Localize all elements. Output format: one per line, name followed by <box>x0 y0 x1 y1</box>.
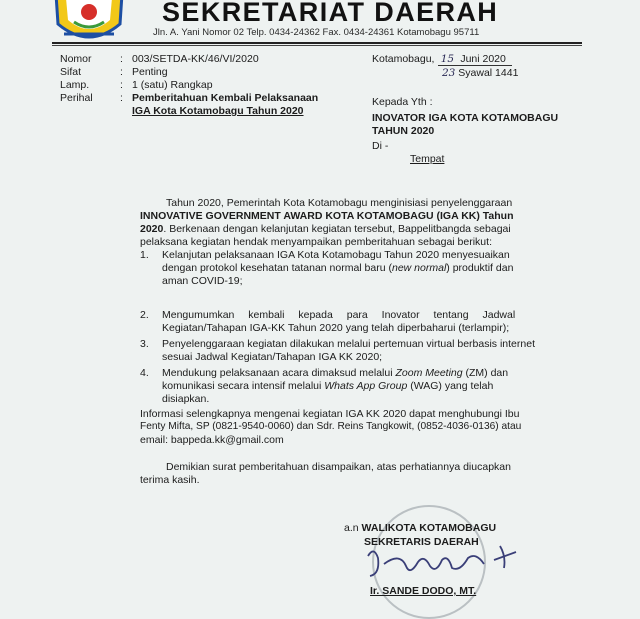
hijri-day: 23 <box>442 67 456 79</box>
recipient-di: Di - <box>372 140 389 152</box>
hijri-date-line <box>442 67 518 79</box>
intro-line3 <box>140 223 578 235</box>
closing-line2: terima kasih. <box>140 474 200 486</box>
list-item-italic: Zoom Meeting <box>395 367 463 379</box>
list-item-text-part: Mendukung pelaksanaan acara dimaksud melalui <box>162 367 396 379</box>
recipient-name-line1: INOVATOR IGA KOTA KOTAMOBAGU <box>372 112 559 124</box>
signature-title-line1 <box>344 522 496 534</box>
list-item-italic: Whats App Group <box>324 380 408 392</box>
list-item-text <box>162 262 578 274</box>
intro-line1: Tahun 2020, Pemerintah Kota Kotamobagu menginisiasi penyelenggaraan <box>166 197 513 209</box>
list-item-number: 4. <box>140 367 149 379</box>
meta-lamp-value: 1 (satu) Rangkap <box>132 79 213 91</box>
list-item-text-part: ) produktif dan <box>446 262 514 274</box>
list-item-text: aman COVID-19; <box>162 275 243 287</box>
info-line1: Informasi selengkapnya mengenai kegiatan IGA KK 2020 dapat menghubungi Ibu <box>140 408 520 420</box>
list-item-text <box>162 380 578 392</box>
date-day: 15 <box>440 53 455 65</box>
intro-year: 2020 <box>140 223 164 235</box>
city-emblem-logo <box>52 0 126 46</box>
info-line3-email: email: bappeda.kk@gmail.com <box>140 434 284 446</box>
intro-line2: INNOVATIVE GOVERNMENT AWARD KOTA KOTAMOBAGU (IGA KK) Tahun <box>140 210 514 222</box>
meta-sifat-value: Penting <box>132 66 168 78</box>
date-month-year: Juni 2020 <box>460 53 506 65</box>
list-item-text-part: (ZM) dan <box>462 367 509 379</box>
meta-lamp-label: Lamp. <box>60 79 90 91</box>
signature-office: WALIKOTA KOTAMOBAGU <box>361 522 497 534</box>
recipient-name-line2: TAHUN 2020 <box>372 125 435 137</box>
letterhead-address: Jln. A. Yani Nomor 02 Telp. 0434-24362 Fax. 0434-24361 Kotamobagu 95711 <box>153 27 480 38</box>
meta-colon: : <box>120 79 123 91</box>
meta-colon: : <box>120 66 123 78</box>
list-item-text: Kegiatan/Tahapan IGA-KK Tahun 2020 yang telah diperbaharui (terlampir); <box>162 322 510 334</box>
letterhead-rule-thin <box>52 45 582 46</box>
hijri-month-year: Syawal 1441 <box>458 67 519 79</box>
list-item-text-part: komunikasi secara intensif melalui <box>162 380 325 392</box>
meta-perihal-line2: IGA Kota Kotamobagu Tahun 2020 <box>132 105 304 117</box>
list-item-text <box>162 367 578 379</box>
list-item-text: Kelanjutan pelaksanaan IGA Kota Kotamobagu Tahun 2020 menyesuaikan <box>162 249 510 261</box>
list-item <box>140 367 578 407</box>
list-item-number: 3. <box>140 338 149 350</box>
list-item-text-part: (WAG) yang telah <box>407 380 494 392</box>
date-place: Kotamobagu, <box>372 53 435 65</box>
list-item-text: Penyelenggaraan kegiatan dilakukan melalui pertemuan virtual berbasis internet <box>162 338 535 350</box>
info-line2: Fenty Mifta, SP (0821-9540-0060) dan Sdr. Reins Tangkowit, (0852-4036-0136) atau <box>140 421 522 432</box>
meta-perihal-label: Perihal <box>60 92 93 104</box>
letter-meta <box>60 53 360 123</box>
signature-an: a.n <box>344 522 359 534</box>
meta-nomor-label: Nomor <box>60 53 92 65</box>
list-item-text-part: dengan protokol kesehatan tatanan normal baru ( <box>162 262 392 274</box>
list-item <box>140 338 578 366</box>
letterhead-title: SEKRETARIAT DAERAH <box>162 0 499 27</box>
date-line <box>372 53 506 65</box>
list-item-text: Mengumumkan kembali kepada para Inovator tentang Jadwal <box>162 309 516 321</box>
list-item-number: 2. <box>140 309 149 321</box>
intro-line3-text: . Berkenaan dengan kelanjutan kegiatan tersebut, Bappelitbangda sebagai <box>163 223 511 235</box>
meta-colon: : <box>120 53 123 65</box>
list-item <box>140 249 578 289</box>
signature-title-line2: SEKRETARIS DAERAH <box>364 536 479 548</box>
list-item-italic: new normal <box>392 262 447 274</box>
meta-colon: : <box>120 92 123 104</box>
letterhead-rule <box>52 42 582 44</box>
meta-perihal-line1: Pemberitahuan Kembali Pelaksanaan <box>132 92 319 104</box>
signature-name: Ir. SANDE DODO, MT. <box>370 585 477 597</box>
recipient-tempat: Tempat <box>410 153 445 165</box>
handwritten-signature <box>360 542 530 586</box>
list-item-text: sesuai Jadwal Kegiatan/Tahapan IGA KK 2020; <box>162 351 383 363</box>
date-underline <box>438 65 512 66</box>
intro-line4: pelaksana kegiatan hendak menyampaikan pemberitahuan sebagai berikut: <box>140 236 492 248</box>
list-item <box>140 309 578 337</box>
meta-nomor-value: 003/SETDA-KK/46/VI/2020 <box>132 53 259 65</box>
list-item-number: 1. <box>140 249 149 261</box>
list-item-text: disiapkan. <box>162 393 210 405</box>
closing-line1: Demikian surat pemberitahuan disampaikan, atas perhatiannya diucapkan <box>166 461 511 473</box>
meta-sifat-label: Sifat <box>60 66 82 78</box>
recipient-kepada: Kepada Yth : <box>372 96 433 108</box>
